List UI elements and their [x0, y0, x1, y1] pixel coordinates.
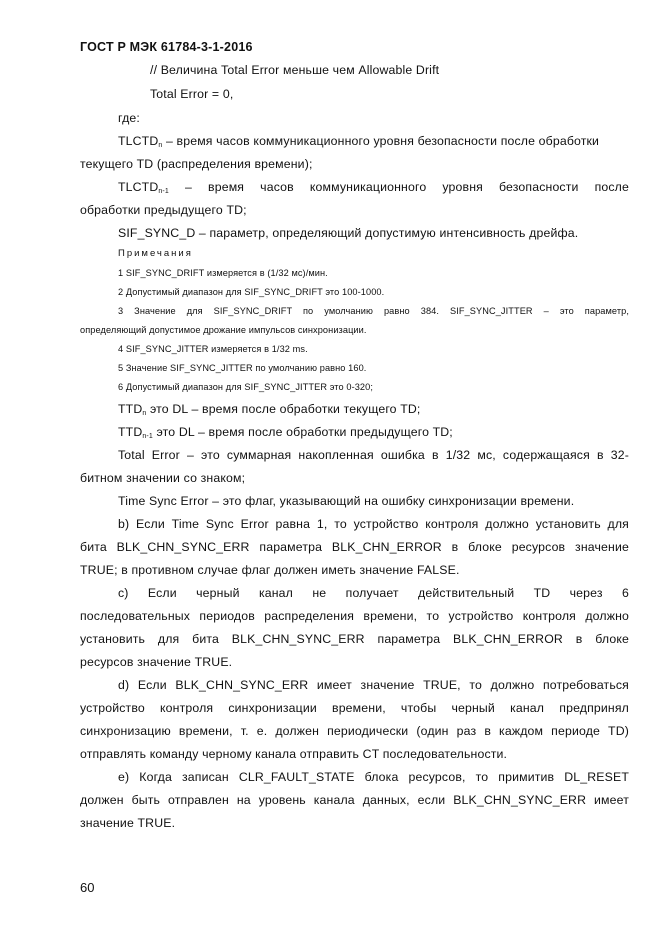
- note-item: 4 SIF_SYNC_JITTER измеряется в 1/32 ms.: [118, 344, 308, 354]
- paragraph-line: должен быть отправлен на уровень канала данных, если BLK_CHN_SYNC_ERR имеет: [80, 793, 629, 807]
- item-d: d) Если BLK_CHN_SYNC_ERR имеет значение TRUE, то должно потребоваться: [118, 678, 629, 692]
- paragraph-line: устройство контроля синхронизации времени, чтобы черный канал предпринял: [80, 701, 629, 715]
- paragraph-line: последовательных периодов распределения времени, то устройство контроля должно: [80, 609, 629, 623]
- paragraph-line: установить для бита BLK_CHN_SYNC_ERR параметра BLK_CHN_ERROR в блоке: [80, 632, 629, 646]
- item-e: e) Когда записан CLR_FAULT_STATE блока ресурсов, то примитив DL_RESET: [118, 770, 629, 784]
- note-item: 1 SIF_SYNC_DRIFT измеряется в (1/32 мс)/мин.: [118, 268, 328, 278]
- definition-time-sync-error: Time Sync Error – это флаг, указывающий на ошибку синхронизации времени.: [118, 494, 575, 508]
- paragraph-line: ресурсов значение TRUE.: [80, 655, 233, 669]
- paragraph-line: синхронизацию времени, т. е. должен периодически (один раз в каждом периоде TD): [80, 724, 629, 738]
- definition-total-error: Total Error – это суммарная накопленная ошибка в 1/32 мс, содержащаяся в 32-: [118, 448, 629, 462]
- notes-title: Примечания: [118, 248, 193, 259]
- page-number: 60: [80, 880, 95, 895]
- paragraph-line: отправлять команду черному канала отправить CT последовательности.: [80, 747, 508, 761]
- definition-sif-sync-d: SIF_SYNC_D – параметр, определяющий допустимую интенсивность дрейфа.: [118, 226, 579, 240]
- note-item: 3 Значение для SIF_SYNC_DRIFT по умолчанию равно 384. SIF_SYNC_JITTER – это параметр,: [118, 306, 629, 316]
- note-item: 5 Значение SIF_SYNC_JITTER по умолчанию равно 160.: [118, 363, 367, 373]
- definition-tlctd-n: $TLCTD_n$ – время часов коммуникационного уровня безопасности после обработки: [118, 134, 600, 149]
- code-comment: // Величина Total Error меньше чем Allowable Drift: [150, 63, 440, 77]
- document-header: ГОСТ Р МЭК 61784-3-1-2016: [80, 40, 253, 54]
- code-line: Total Error = 0,: [150, 87, 234, 101]
- note-item-continuation: определяющий допустимое дрожание импульсов синхронизации.: [80, 325, 367, 335]
- definition-ttd-n-1: $TTD_{n-1}$ это DL – время после обработки предыдущего TD;: [118, 425, 453, 440]
- paragraph-line: бита BLK_CHN_SYNC_ERR параметра BLK_CHN_ERROR в блоке ресурсов значение: [80, 540, 629, 554]
- paragraph-line: значение TRUE.: [80, 816, 176, 830]
- paragraph-line: TRUE; в противном случае флаг должен иметь значение FALSE.: [80, 563, 460, 577]
- where-label: где:: [118, 111, 140, 125]
- item-c: c) Если черный канал не получает действительный TD через 6: [118, 586, 629, 600]
- paragraph-line: обработки предыдущего TD;: [80, 203, 247, 217]
- item-b: b) Если Time Sync Error равна 1, то устройство контроля должно установить для: [118, 517, 629, 531]
- paragraph-line: битном значении со знаком;: [80, 471, 246, 485]
- definition-tlctd-n-1: $TLCTD_{n-1}$ – время часов коммуникационного уровня безопасности после: [118, 180, 629, 195]
- definition-ttd-n: $TTD_n$ это DL – время после обработки текущего TD;: [118, 402, 421, 417]
- note-item: 6 Допустимый диапазон для SIF_SYNC_JITTER это 0-320;: [118, 382, 374, 392]
- paragraph-line: текущего TD (распределения времени);: [80, 157, 313, 171]
- note-item: 2 Допустимый диапазон для SIF_SYNC_DRIFT это 100-1000.: [118, 287, 385, 297]
